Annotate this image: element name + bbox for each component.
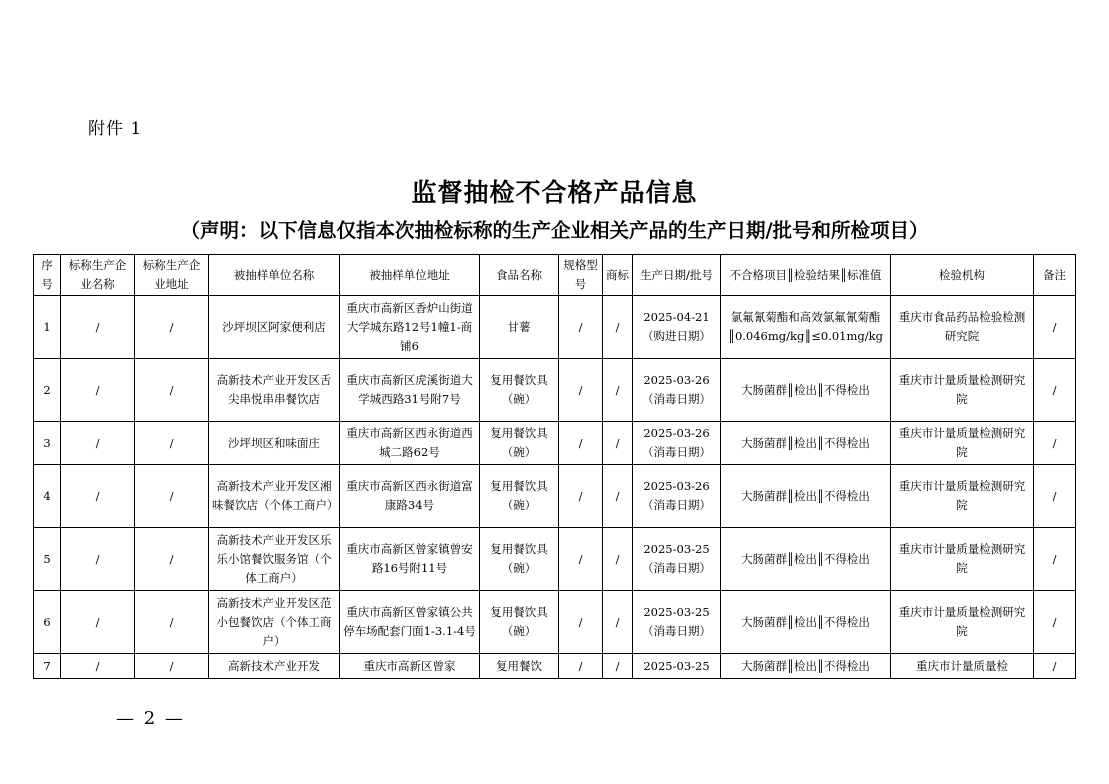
table-cell: / <box>603 591 633 654</box>
header-cell: 规格型号 <box>559 255 603 296</box>
table-cell: / <box>61 422 135 465</box>
table-cell: 重庆市高新区西永街道富康路34号 <box>340 465 480 528</box>
table-cell: 2025-03-25（消毒日期） <box>633 528 721 591</box>
unqualified-products-table <box>33 254 1076 679</box>
table-cell: / <box>1034 654 1076 679</box>
header-cell: 标称生产企业地址 <box>135 255 209 296</box>
table-cell: / <box>559 359 603 422</box>
table-cell: 高新技术产业开发区舌尖串悦串串餐饮店 <box>209 359 340 422</box>
table-cell: 重庆市高新区西永街道西城二路62号 <box>340 422 480 465</box>
table-cell: / <box>61 528 135 591</box>
table-cell: 复用餐饮具（碗） <box>480 359 559 422</box>
table-cell: 大肠菌群║检出║不得检出 <box>721 422 891 465</box>
table-cell: / <box>559 296 603 359</box>
table-cell: / <box>1034 465 1076 528</box>
table-row <box>34 528 1076 591</box>
table-cell: 3 <box>34 422 61 465</box>
attachment-label: 附件 1 <box>88 119 143 139</box>
table-cell: / <box>559 528 603 591</box>
table-cell: / <box>61 465 135 528</box>
table-cell: / <box>603 465 633 528</box>
table-cell: 大肠菌群║检出║不得检出 <box>721 465 891 528</box>
table-cell: 沙坪坝区阿家便利店 <box>209 296 340 359</box>
table-header-row <box>34 255 1076 296</box>
table-row <box>34 359 1076 422</box>
table-cell: 重庆市高新区曾家镇曾安路16号附11号 <box>340 528 480 591</box>
table-cell: / <box>603 528 633 591</box>
table-cell: 高新技术产业开发 <box>209 654 340 679</box>
table-cell: / <box>1034 359 1076 422</box>
table-cell: / <box>135 422 209 465</box>
header-cell: 生产日期/批号 <box>633 255 721 296</box>
table-cell: 沙坪坝区和味面庄 <box>209 422 340 465</box>
table-cell: / <box>1034 528 1076 591</box>
table-cell: / <box>61 654 135 679</box>
table-cell: / <box>559 591 603 654</box>
table-cell: 高新技术产业开发区范小包餐饮店（个体工商户） <box>209 591 340 654</box>
header-cell: 被抽样单位名称 <box>209 255 340 296</box>
table-cell: 重庆市计量质量检测研究院 <box>891 591 1034 654</box>
table-cell: 5 <box>34 528 61 591</box>
table-cell: 重庆市高新区虎溪街道大学城西路31号附7号 <box>340 359 480 422</box>
table-cell: 复用餐饮具（碗） <box>480 591 559 654</box>
table-cell: 重庆市计量质量检测研究院 <box>891 528 1034 591</box>
table-cell: 重庆市计量质量检测研究院 <box>891 359 1034 422</box>
table-cell: 大肠菌群║检出║不得检出 <box>721 359 891 422</box>
table-cell: 2025-03-26（消毒日期） <box>633 422 721 465</box>
table-row <box>34 591 1076 654</box>
document-subtitle: （声明：以下信息仅指本次抽检标称的生产企业相关产品的生产日期/批号和所检项目） <box>180 219 929 242</box>
table-cell: / <box>603 654 633 679</box>
table-row <box>34 465 1076 528</box>
table-cell: / <box>1034 422 1076 465</box>
table-cell: 重庆市食品药品检验检测研究院 <box>891 296 1034 359</box>
table-cell: / <box>559 422 603 465</box>
table-cell: 大肠菌群║检出║不得检出 <box>721 654 891 679</box>
table-cell: 复用餐饮具（碗） <box>480 422 559 465</box>
header-cell: 不合格项目║检验结果║标准值 <box>721 255 891 296</box>
table-cell: / <box>603 296 633 359</box>
table-row <box>34 296 1076 359</box>
header-cell: 检验机构 <box>891 255 1034 296</box>
table-cell: 复用餐饮具（碗） <box>480 465 559 528</box>
table-cell: 大肠菌群║检出║不得检出 <box>721 528 891 591</box>
table-cell: / <box>1034 296 1076 359</box>
table-cell: 2 <box>34 359 61 422</box>
table-cell: 甘薯 <box>480 296 559 359</box>
table-cell: 4 <box>34 465 61 528</box>
table-cell: / <box>135 528 209 591</box>
table-cell: / <box>61 296 135 359</box>
table-cell: 1 <box>34 296 61 359</box>
table-cell: / <box>135 654 209 679</box>
table-row <box>34 654 1076 679</box>
table-cell: 7 <box>34 654 61 679</box>
table-cell: / <box>61 359 135 422</box>
table-cell: / <box>135 591 209 654</box>
table-cell: 2025-04-21（购进日期） <box>633 296 721 359</box>
table-cell: / <box>1034 591 1076 654</box>
table-cell: 氯氟氰菊酯和高效氯氟氰菊酯║0.046mg/kg║≤0.01mg/kg <box>721 296 891 359</box>
table-cell: 高新技术产业开发区湘味餐饮店（个体工商户） <box>209 465 340 528</box>
table-cell: 重庆市计量质量检测研究院 <box>891 465 1034 528</box>
table-cell: / <box>559 654 603 679</box>
table-cell: 2025-03-26（消毒日期） <box>633 465 721 528</box>
table-cell: / <box>603 359 633 422</box>
header-cell: 被抽样单位地址 <box>340 255 480 296</box>
table-cell: / <box>135 296 209 359</box>
header-cell: 商标 <box>603 255 633 296</box>
table-cell: 2025-03-25 <box>633 654 721 679</box>
table-cell: / <box>135 465 209 528</box>
table-cell: / <box>559 465 603 528</box>
table-cell: 复用餐饮 <box>480 654 559 679</box>
header-cell: 备注 <box>1034 255 1076 296</box>
header-cell: 标称生产企业名称 <box>61 255 135 296</box>
document-title: 监督抽检不合格产品信息 <box>411 178 698 207</box>
table-cell: 2025-03-25（消毒日期） <box>633 591 721 654</box>
header-cell: 食品名称 <box>480 255 559 296</box>
table-cell: 高新技术产业开发区乐乐小馆餐饮服务馆（个体工商户） <box>209 528 340 591</box>
table-cell: 大肠菌群║检出║不得检出 <box>721 591 891 654</box>
table-cell: 重庆市高新区曾家 <box>340 654 480 679</box>
table-row <box>34 422 1076 465</box>
table-cell: / <box>135 359 209 422</box>
table-cell: / <box>603 422 633 465</box>
table-cell: 复用餐饮具（碗） <box>480 528 559 591</box>
table-cell: 6 <box>34 591 61 654</box>
table-cell: 重庆市高新区香炉山街道大学城东路12号1幢1-商铺6 <box>340 296 480 359</box>
table-cell: / <box>61 591 135 654</box>
table-cell: 重庆市计量质量检测研究院 <box>891 422 1034 465</box>
table-cell: 重庆市计量质量检 <box>891 654 1034 679</box>
page-number: — 2 — <box>116 708 185 729</box>
table-cell: 2025-03-26（消毒日期） <box>633 359 721 422</box>
header-cell: 序号 <box>34 255 61 296</box>
table-cell: 重庆市高新区曾家镇公共停车场配套门面1-3.1-4号 <box>340 591 480 654</box>
